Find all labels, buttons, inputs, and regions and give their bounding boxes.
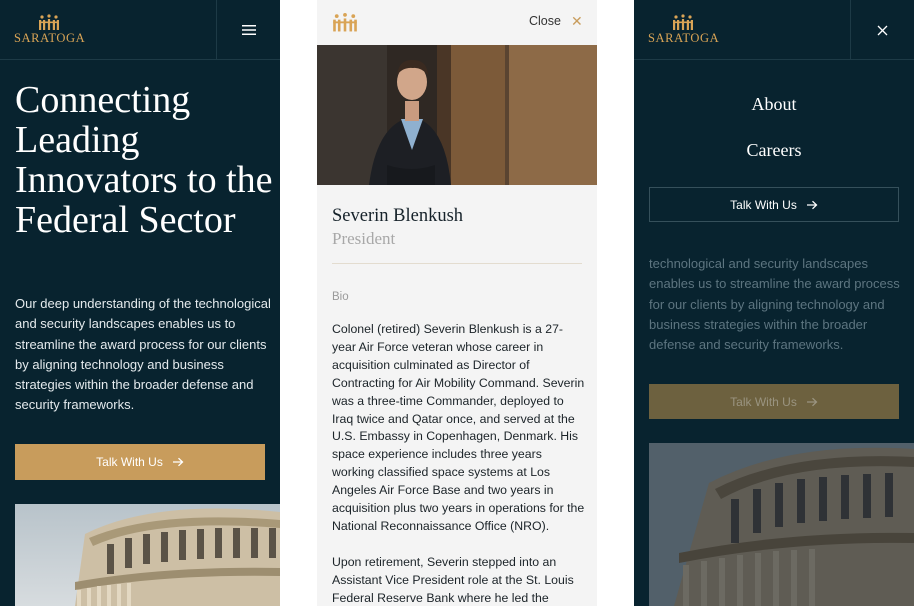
logo-text: SARATOGA bbox=[648, 31, 720, 45]
home-screen bbox=[0, 0, 280, 606]
menu-item-about[interactable]: About bbox=[751, 94, 797, 114]
close-icon: ✕ bbox=[570, 13, 583, 29]
top-navbar bbox=[634, 0, 914, 60]
menu-item-careers[interactable]: Careers bbox=[746, 140, 802, 160]
talk-with-us-button[interactable] bbox=[15, 444, 265, 480]
close-icon bbox=[877, 25, 888, 36]
logo-text: SARATOGA bbox=[14, 31, 86, 45]
person-role: President bbox=[332, 229, 396, 248]
talk-with-us-menu-button[interactable] bbox=[649, 187, 899, 222]
logo-mark-icon bbox=[672, 14, 694, 30]
bio-label: Bio bbox=[332, 291, 349, 303]
saratoga-logo[interactable] bbox=[648, 14, 718, 46]
close-menu-button[interactable] bbox=[851, 0, 914, 60]
talk-with-us-label: Talk With Us bbox=[730, 197, 797, 212]
team-member-modal-screen bbox=[280, 0, 634, 606]
hamburger-icon bbox=[242, 24, 256, 36]
talk-with-us-button-dimmed bbox=[649, 384, 899, 419]
capitol-dome-image bbox=[15, 504, 280, 606]
background-description: technological and security landscapes enables us to streamline the award process for our clients by aligning technology and business strategies within the broader defense and security frameworks. bbox=[649, 256, 900, 353]
person-name: Severin Blenkush bbox=[332, 206, 464, 226]
bio-paragraph: Upon retirement, Severin stepped into an Assistant Vice President role at the St. Louis Federal Reserve Bank where he led the bbox=[332, 554, 574, 605]
hero-description: Our deep understanding of the technological and security landscapes enables us to streamline the award process for our clients by aligning technology and business strategies within the broader defense and security frameworks. bbox=[15, 296, 271, 413]
divider bbox=[332, 263, 582, 264]
arrow-right-icon bbox=[807, 397, 818, 407]
bio-paragraph: Colonel (retired) Severin Blenkush is a 27-year Air Force veteran whose career in acquisition culminated as Director of Contracting for Air Mobility Command. Severin was a three-time Commander, deployed to Iraq twice and Qatar once, and served at the U.S. Embassy in Copenhagen, Denmark. His space experience includes three years working classified space systems at Los Angeles Air Force Base and two years in acquisition plus two years in operations for the National Reconnaissance Office (NRO). bbox=[332, 322, 585, 533]
close-label: Close bbox=[529, 14, 561, 28]
bio-text bbox=[332, 321, 586, 606]
top-navbar bbox=[0, 0, 280, 60]
logo-mark-icon bbox=[38, 14, 60, 30]
person-photo bbox=[317, 45, 597, 185]
logo-mark-icon bbox=[332, 12, 358, 32]
menu-button[interactable] bbox=[217, 0, 280, 60]
close-button[interactable] bbox=[529, 14, 583, 28]
nav-menu bbox=[634, 92, 914, 184]
talk-with-us-label: Talk With Us bbox=[730, 394, 797, 409]
arrow-right-icon bbox=[807, 200, 818, 210]
bio-modal bbox=[317, 0, 597, 606]
capitol-dome-image-dimmed bbox=[649, 443, 914, 606]
modal-gutter-right bbox=[597, 0, 634, 606]
arrow-right-icon bbox=[173, 457, 184, 467]
open-menu-screen bbox=[634, 0, 914, 606]
saratoga-logo[interactable] bbox=[14, 14, 84, 46]
talk-with-us-label: Talk With Us bbox=[96, 455, 163, 469]
hero-title: Connecting Leading Innovators to the Federal Sector bbox=[15, 79, 273, 241]
modal-gutter-left bbox=[280, 0, 317, 606]
modal-header bbox=[317, 0, 597, 45]
